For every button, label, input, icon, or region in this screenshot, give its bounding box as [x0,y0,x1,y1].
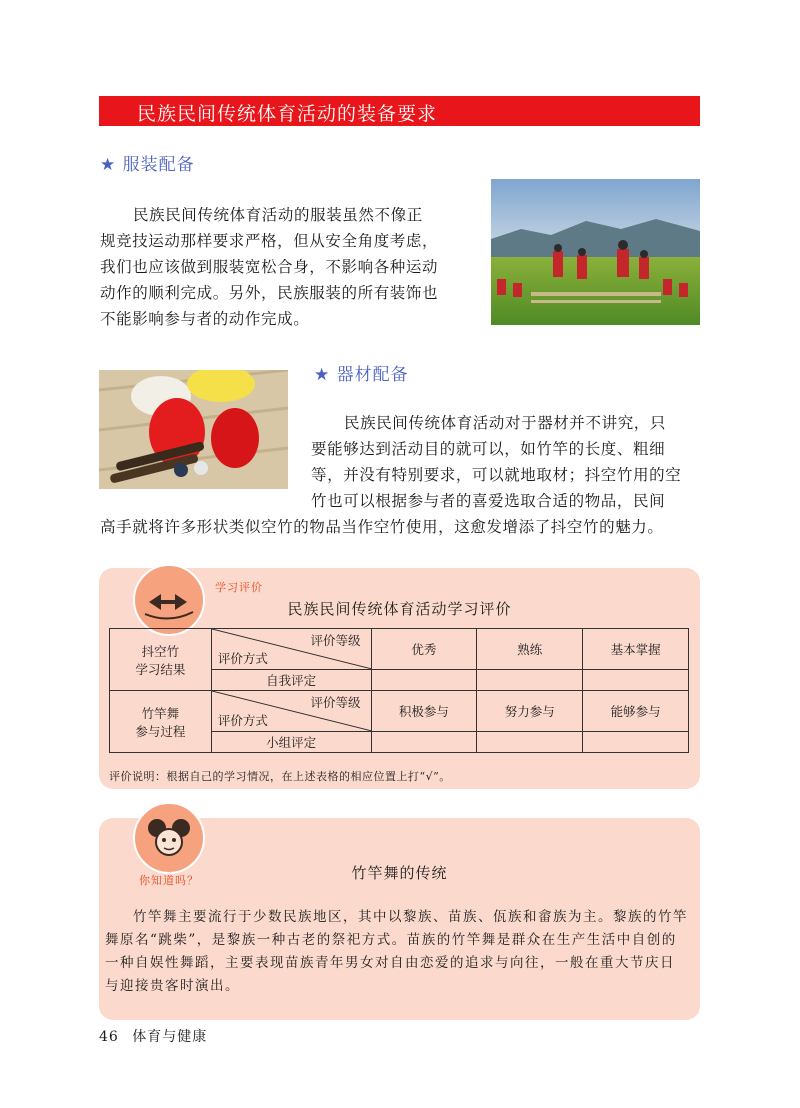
know-badge-label: 你知道吗？ [139,874,199,887]
know-title: 竹竿舞的传统 [351,864,448,882]
table-row [110,629,689,670]
bamboo-dance-photo [491,179,700,325]
evaluation-table [109,628,689,753]
equipment-line: 等，并没有特别要求，可以就地取材；抖空竹用的空 [311,466,682,484]
diagonal-header-cell [211,691,371,732]
equipment-line: 竹也可以根据参与者的喜爱选取合适的物品，民间 [311,492,666,510]
know-line: 竹竿舞主要流行于少数民族地区，其中以黎族、苗族、佤族和畲族为主。黎族的竹竿 [133,909,688,925]
equipment-heading: ★ 器材配备 [314,365,409,385]
clothing-line: 民族民间传统体育活动的服装虽然不像正 [133,206,423,224]
clothing-line: 规竞技运动那样要求严格，但从安全角度考虑， [100,232,439,250]
section-title: 民族民间传统体育活动的装备要求 [137,103,438,125]
method-cell: 自我评定 [211,670,371,691]
did-you-know-box [99,818,700,1020]
clothing-paragraph [100,202,438,332]
equipment-paragraph [311,410,681,514]
page-footer [99,1026,207,1046]
know-line: 与迎接贵客时演出。 [105,978,240,994]
equipment-last-line: 高手就将许多形状类似空竹的物品当作空竹使用，这愈发增添了抖空竹的魅力。 [100,518,664,536]
know-paragraph [105,906,688,998]
blank-cell[interactable] [477,670,583,691]
clothing-line: 动作的顺利完成。另外，民族服装的所有装饰也 [100,284,439,302]
table-row [110,691,689,732]
know-line: 一种自娱性舞蹈，主要表现苗族青年男女对自由恋爱的追求与向往，一般在重大节庆日 [105,955,675,971]
book-title: 体育与健康 [132,1029,208,1045]
level-cell: 积极参与 [371,691,477,732]
level-cell: 能够参与 [583,691,689,732]
blank-cell[interactable] [583,732,689,753]
diag-label-level: 评价等级 [310,633,361,648]
diagonal-header-cell [211,629,371,670]
clothing-line: 不能影响参与者的动作完成。 [100,310,310,328]
level-cell: 努力参与 [477,691,583,732]
level-cell: 熟练 [477,629,583,670]
diag-label-level: 评价等级 [310,695,361,710]
evaluation-title: 民族民间传统体育活动学习评价 [287,600,512,618]
blank-cell[interactable] [583,670,689,691]
know-line: 舞原名“跳柴”，是黎族一种古老的祭祀方式。苗族的竹竿舞是群众在生产生活中自创的 [105,932,677,948]
clothing-heading: ★ 服装配备 [100,155,195,175]
clothing-line: 我们也应该做到服装宽松合身，不影响各种运动 [100,258,439,276]
level-cell: 基本掌握 [583,629,689,670]
page-number: 46 [99,1029,119,1045]
diag-label-method: 评价方式 [217,651,268,666]
blank-cell[interactable] [371,732,477,753]
evaluation-box [99,568,700,789]
evaluation-note: 评价说明：根据自己的学习情况，在上述表格的相应位置上打“√”。 [109,770,451,783]
blank-cell[interactable] [477,732,583,753]
method-cell: 小组评定 [211,732,371,753]
level-cell: 优秀 [371,629,477,670]
blank-cell[interactable] [371,670,477,691]
diag-label-method: 评价方式 [217,713,268,728]
group-cell: 抖空竹 学习结果 [110,629,212,691]
equipment-paragraph-end [100,514,664,540]
diabolo-photo [99,370,288,489]
evaluation-badge-label: 学习评价 [215,581,263,594]
equipment-line: 要能够达到活动目的就可以，如竹竿的长度、粗细 [311,440,666,458]
section-title-bar [99,96,700,126]
equipment-line: 民族民间传统体育活动对于器材并不讲究，只 [344,414,667,432]
group-cell: 竹竿舞 参与过程 [110,691,212,753]
